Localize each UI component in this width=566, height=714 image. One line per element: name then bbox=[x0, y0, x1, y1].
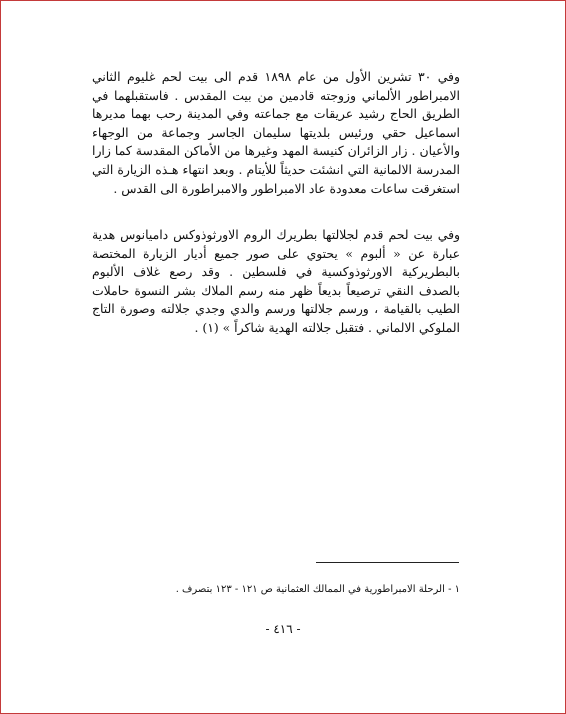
paragraph-2: وفي بيت لحم قدم لجلالتها بطريرك الروم الاورثوذوكس داميانوس هدية عبارة عن « ألبوم » يحتوي على صور جميع أديار الزيارة المختصة بالبطريركية الاورثوذوكسية في فلسطين . وقد رصع غلاف الألبوم بالصدف النقي ترصيعاً بديعاً ظهر منه رسم الملاك بشر النسوة حاملات الطيب بالقيامة ، ورسم جلالتها ورسم والدي وجدي جلالته وصورة التاج الملوكي الالماني . فتقبل جلالته الهدية شاكراً » (١) . bbox=[92, 227, 460, 335]
page-number: - ٤١٦ - bbox=[265, 622, 301, 636]
paragraph-1: وفي ٣٠ تشرين الأول من عام ١٨٩٨ قدم الى بيت لحم غليوم الثاني الامبراطور الألماني وزوجته قادمين من بيت المقدس . فاستقبلهما في الطريق الحاج رشيد عريقات مع جماعته وفي المدينة رحب بهما مديرها اسماعيل حقي ورئيس بلديتها سليمان الجاسر وجماعة من الوجهاء والأعيان . زار الزائران كنيسة المهد وغيرها من الأماكن المقدسة كما زارا المدرسة الالمانية التي انشئت حديثاً للأيتام . وبعد انتهاء هـذه الزيارة التي استغرقت ساعات معدودة عاد الامبراطور والامبراطورة الى القدس . bbox=[92, 69, 460, 196]
footnote-divider bbox=[316, 562, 459, 563]
footnote: ١ - الرحلة الامبراطورية في الممالك العثمانية ص ١٢١ - ١٢٣ بتصرف . bbox=[175, 584, 460, 595]
